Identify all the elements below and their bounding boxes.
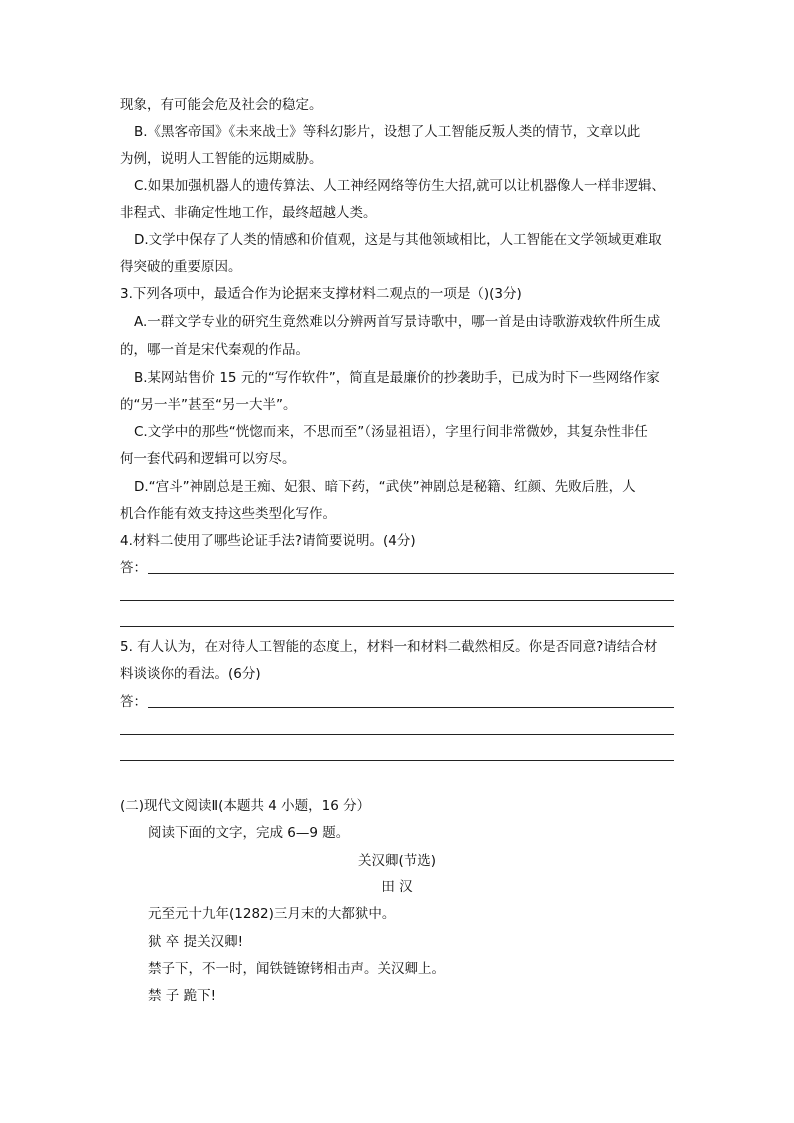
answer-underline <box>148 707 674 708</box>
passage-title: 关汉卿(节选) <box>357 853 437 869</box>
q4-answer-line[interactable] <box>120 600 674 601</box>
q3-option-b: B.某网站售价 15 元的“写作软件”，简直是最廉价的抄袭助手，已成为时下一些网络作家 <box>134 370 660 386</box>
section2-heading: (二)现代文阅读Ⅱ(本题共 4 小题，16 分） <box>120 798 371 814</box>
q2-option-b: B.《黑客帝国》《未来战士》等科幻影片，设想了人工智能反叛人类的情节，文章以此 <box>134 124 641 140</box>
answer-label: 答： <box>120 694 147 710</box>
passage-author: 田 汉 <box>381 879 413 895</box>
q3-text-line: 何一套代码和逻辑可以穷尽。 <box>120 451 296 467</box>
q5-stem-cont: 料谈谈你的看法。(6分) <box>120 666 261 682</box>
answer-underline <box>148 573 674 574</box>
q4-answer-line[interactable] <box>120 626 674 627</box>
passage-line: 禁 子 跪下! <box>148 988 216 1004</box>
section2-instruction: 阅读下面的文字，完成 6—9 题。 <box>148 825 350 841</box>
q5-answer-line[interactable] <box>120 760 674 761</box>
q3-text-line: 的“另一半”甚至“另一大半”。 <box>120 397 297 413</box>
q3-text-line: 机合作能有效支持这些类型化写作。 <box>120 506 336 522</box>
q2-option-c: C.如果加强机器人的遗传算法、人工神经网络等仿生大招,就可以让机器像人一样非逻辑、 <box>134 178 666 194</box>
passage-line: 元至元十九年(1282)三月末的大都狱中。 <box>148 906 396 922</box>
q4-answer-field[interactable] <box>120 558 674 578</box>
q3-option-d: D.“宫斗”神剧总是王痴、妃狠、暗下药，“武侠”神剧总是秘籍、红颜、先败后胜，人 <box>134 479 636 495</box>
q2-option-d: D.文学中保存了人类的情感和价值观，这是与其他领域相比，人工智能在文学领域更难取 <box>134 232 662 248</box>
q2-text-line: 得突破的重要原因。 <box>120 259 242 275</box>
q3-stem: 3.下列各项中，最适合作为论据来支撑材料二观点的一项是（)(3分) <box>120 286 522 302</box>
q5-answer-line[interactable] <box>120 734 674 735</box>
passage-line: 禁子下，不一时，闻铁链镣铐相击声。关汉卿上。 <box>148 961 445 977</box>
q3-option-c: C.文学中的那些“恍惚而来，不思而至”（汤显祖语），字里行间非常微妙，其复杂性非任 <box>134 424 648 440</box>
q5-answer-field[interactable] <box>120 692 674 712</box>
q3-text-line: 的，哪一首是宋代秦观的作品。 <box>120 342 309 358</box>
answer-label: 答： <box>120 560 147 576</box>
q2-text-line: 非程式、非确定性地工作，最终超越人类。 <box>120 205 377 221</box>
q3-option-a: A.一群文学专业的研究生竟然难以分辨两首写景诗歌中，哪一首是由诗歌游戏软件所生成 <box>134 314 661 330</box>
q5-stem: 5. 有人认为，在对待人工智能的态度上，材料一和材料二截然相反。你是否同意?请结合材 <box>120 639 658 655</box>
q2-text-line: 为例，说明人工智能的远期威胁。 <box>120 151 323 167</box>
passage-line: 狱 卒 提关汉卿! <box>148 934 243 950</box>
q2-text-line: 现象，有可能会危及社会的稳定。 <box>120 97 323 113</box>
q4-stem: 4.材料二使用了哪些论证手法?请简要说明。(4分) <box>120 533 416 549</box>
